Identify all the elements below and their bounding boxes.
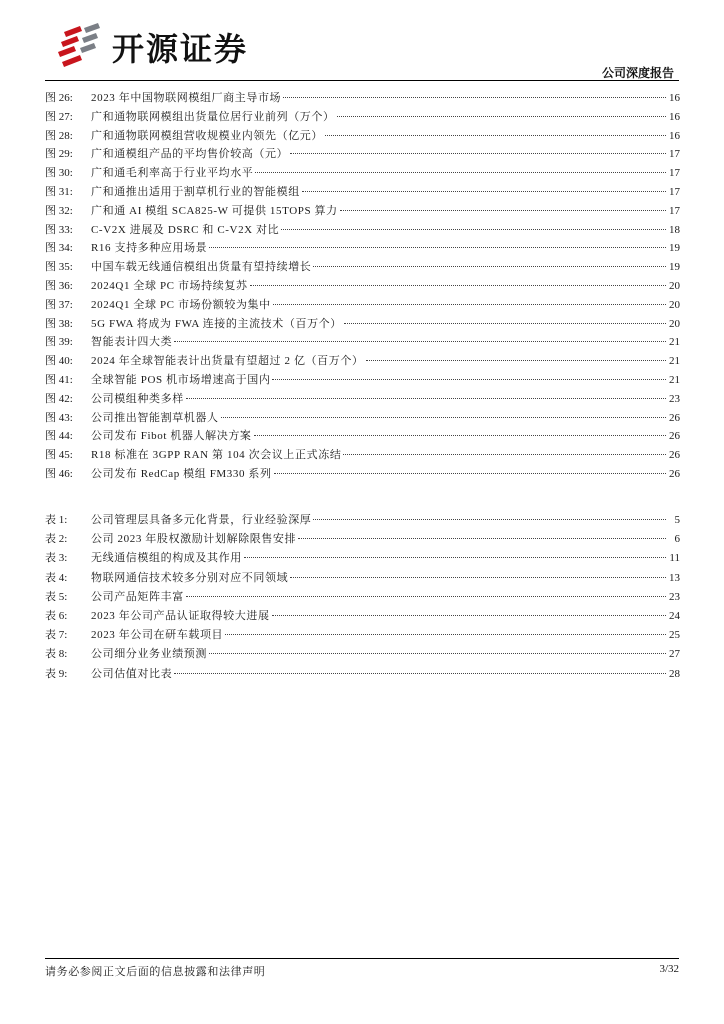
toc-entry-title: 公司估值对比表	[91, 667, 173, 680]
dot-leader	[344, 323, 666, 324]
toc-entry-label: 表 8:	[45, 648, 68, 661]
toc-entry-title: 物联网通信技术较多分别对应不同领域	[91, 571, 289, 584]
table-toc-entry[interactable]	[45, 569, 680, 588]
toc-entry-title: 2023 年中国物联网模组厂商主导市场	[91, 92, 282, 104]
dot-leader	[325, 135, 666, 136]
toc-entry-label: 图 35:	[45, 261, 73, 274]
toc-entry-page: 25	[669, 629, 680, 642]
figure-toc-entry[interactable]	[45, 427, 680, 446]
toc-entry-title: 公司发布 RedCap 模组 FM330 系列	[91, 467, 272, 480]
toc-entry-page: 19	[669, 261, 680, 274]
figure-toc-entry[interactable]	[45, 315, 680, 334]
toc-entry-title: 广和通推出适用于割草机行业的智能模组	[91, 185, 300, 198]
dot-leader	[250, 285, 666, 286]
figure-toc-entry[interactable]	[45, 164, 680, 183]
toc-entry-title: 公司发布 Fibot 机器人解决方案	[91, 430, 252, 443]
toc-entry-page: 6	[674, 533, 680, 546]
toc-entry-label: 图 44:	[45, 430, 73, 443]
dot-leader	[272, 615, 666, 616]
toc-entry-page: 27	[669, 648, 680, 661]
dot-leader	[283, 97, 666, 98]
toc-entry-page: 23	[669, 590, 680, 603]
figure-toc-entry[interactable]	[45, 371, 680, 390]
dot-leader	[174, 673, 666, 674]
toc-entry-label: 表 7:	[45, 629, 68, 642]
toc-entry-title: 公司管理层具备多元化背景，行业经验深厚	[91, 514, 312, 526]
toc-entry-label: 图 33:	[45, 223, 73, 236]
toc-entry-label: 表 2:	[45, 533, 68, 546]
toc-entry-page: 17	[669, 185, 680, 198]
table-list	[45, 511, 680, 684]
toc-entry-title: 公司 2023 年股权激励计划解除限售安排	[91, 533, 297, 546]
kaiyuan-logo-icon	[58, 22, 108, 68]
dot-leader	[290, 577, 666, 578]
dot-leader	[186, 596, 666, 597]
toc-entry-title: C-V2X 进展及 DSRC 和 C-V2X 对比	[91, 223, 280, 236]
report-type-label: 公司深度报告	[601, 66, 674, 80]
footer-disclaimer: 请务必参阅正文后面的信息披露和法律声明	[45, 965, 266, 978]
toc-entry-title: 广和通物联网模组出货量位居行业前列（万个）	[91, 110, 335, 123]
table-toc-entry[interactable]	[45, 549, 680, 568]
dot-leader	[313, 519, 666, 520]
toc-entry-title: 2023 年公司在研车载项目	[91, 629, 224, 642]
dot-leader	[221, 417, 666, 418]
toc-entry-title: 广和通模组产品的平均售价较高（元）	[91, 148, 289, 161]
dot-leader	[298, 538, 666, 539]
figure-toc-entry[interactable]	[45, 145, 680, 164]
toc-entry-title: 公司模组种类多样	[91, 392, 184, 405]
page-number: 3/32	[659, 963, 679, 975]
toc-entry-label: 图 36:	[45, 279, 73, 292]
toc-entry-page: 21	[669, 373, 680, 386]
toc-entry-page: 11	[669, 552, 680, 565]
toc-entry-label: 表 1:	[45, 514, 68, 526]
dot-leader	[209, 247, 666, 248]
figure-toc-entry[interactable]	[45, 239, 680, 258]
toc-entry-page: 13	[669, 571, 680, 584]
toc-entry-label: 图 43:	[45, 411, 73, 424]
toc-entry-page: 16	[669, 129, 680, 142]
toc-entry-label: 图 45:	[45, 449, 73, 462]
toc-entry-label: 表 3:	[45, 552, 68, 565]
dot-leader	[272, 379, 666, 380]
figure-toc-entry[interactable]	[45, 183, 680, 202]
figure-toc-entry[interactable]	[45, 202, 680, 221]
toc-entry-label: 图 28:	[45, 129, 73, 142]
company-logo	[58, 22, 278, 68]
toc-entry-label: 图 26:	[45, 92, 73, 104]
toc-entry-page: 16	[669, 92, 680, 104]
toc-entry-page: 24	[669, 609, 680, 622]
dot-leader	[273, 304, 666, 305]
toc-entry-page: 18	[669, 223, 680, 236]
figure-toc-entry[interactable]	[45, 390, 680, 409]
table-toc-entry[interactable]	[45, 588, 680, 607]
dot-leader	[302, 191, 666, 192]
table-toc-entry[interactable]	[45, 530, 680, 549]
toc-entry-title: 公司产品矩阵丰富	[91, 590, 184, 603]
toc-entry-label: 图 30:	[45, 167, 73, 180]
toc-entry-label: 表 6:	[45, 609, 68, 622]
page-header	[0, 0, 724, 82]
toc-entry-label: 图 29:	[45, 148, 73, 161]
dot-leader	[366, 360, 666, 361]
toc-entry-title: 广和通 AI 模组 SCA825-W 可提供 15TOPS 算力	[91, 204, 338, 217]
toc-entry-page: 21	[669, 355, 680, 368]
footer-divider	[45, 958, 679, 959]
logo-wordmark: 开源证券	[112, 30, 249, 68]
toc-entry-page: 23	[669, 392, 680, 405]
figure-toc-entry[interactable]	[45, 333, 680, 352]
toc-entry-label: 表 5:	[45, 590, 68, 603]
dot-leader	[254, 435, 666, 436]
toc-entry-title: 2024Q1 全球 PC 市场份额较为集中	[91, 298, 271, 311]
toc-entry-title: 2024Q1 全球 PC 市场持续复苏	[91, 279, 248, 292]
toc-entry-label: 图 46:	[45, 467, 73, 480]
figure-toc-entry[interactable]	[45, 409, 680, 428]
figure-toc-entry[interactable]	[45, 296, 680, 315]
dot-leader	[343, 454, 666, 455]
dot-leader	[225, 634, 666, 635]
dot-leader	[255, 172, 666, 173]
toc-entry-label: 表 4:	[45, 571, 68, 584]
toc-entry-page: 20	[669, 279, 680, 292]
dot-leader	[337, 116, 666, 117]
figure-toc-entry[interactable]	[45, 108, 680, 127]
toc-entry-label: 图 41:	[45, 373, 73, 386]
table-toc-entry[interactable]	[45, 626, 680, 645]
toc-entry-label: 图 31:	[45, 185, 73, 198]
toc-entry-label: 图 34:	[45, 242, 73, 255]
dot-leader	[186, 398, 666, 399]
toc-entry-page: 26	[669, 449, 680, 462]
dot-leader	[313, 266, 666, 267]
toc-entry-title: R18 标准在 3GPP RAN 第 104 次会议上正式冻结	[91, 449, 342, 462]
toc-entry-page: 19	[669, 242, 680, 255]
table-toc-entry[interactable]	[45, 645, 680, 664]
toc-entry-page: 5	[674, 514, 680, 526]
table-toc-entry[interactable]	[45, 607, 680, 626]
figure-list	[45, 89, 680, 484]
dot-leader	[174, 341, 666, 342]
toc-entry-title: 无线通信模组的构成及其作用	[91, 552, 242, 565]
toc-entry-page: 20	[669, 317, 680, 330]
toc-entry-title: 广和通物联网模组营收规模业内领先（亿元）	[91, 129, 323, 142]
toc-entry-label: 表 9:	[45, 667, 68, 680]
figure-toc-entry[interactable]	[45, 127, 680, 146]
toc-entry-page: 21	[669, 336, 680, 349]
toc-entry-title: 全球智能 POS 机市场增速高于国内	[91, 373, 271, 386]
toc-entry-title: 公司推出智能割草机器人	[91, 411, 219, 424]
toc-entry-title: 5G FWA 将成为 FWA 连接的主流技术（百万个）	[91, 317, 342, 330]
toc-entry-page: 17	[669, 148, 680, 161]
dot-leader	[244, 557, 666, 558]
figure-toc-entry[interactable]	[45, 352, 680, 371]
figure-toc-entry[interactable]	[45, 277, 680, 296]
toc-entry-page: 17	[669, 167, 680, 180]
figure-toc-entry[interactable]	[45, 221, 680, 240]
toc-entry-label: 图 40:	[45, 355, 73, 368]
toc-entry-label: 图 27:	[45, 110, 73, 123]
figure-toc-entry[interactable]	[45, 446, 680, 465]
dot-leader	[274, 473, 666, 474]
toc-entry-label: 图 38:	[45, 317, 73, 330]
header-divider	[45, 80, 679, 81]
figure-toc-entry[interactable]	[45, 465, 680, 484]
dot-leader	[281, 229, 666, 230]
toc-entry-page: 26	[669, 430, 680, 443]
toc-entry-label: 图 32:	[45, 204, 73, 217]
table-toc-entry[interactable]	[45, 511, 680, 530]
toc-entry-title: 中国车载无线通信模组出货量有望持续增长	[91, 261, 312, 274]
figure-toc-entry[interactable]	[45, 89, 680, 108]
figure-toc-entry[interactable]	[45, 258, 680, 277]
toc-entry-title: 2023 年公司产品认证取得较大进展	[91, 609, 270, 622]
toc-entry-title: 公司细分业务业绩预测	[91, 648, 207, 661]
toc-entry-title: R16 支持多种应用场景	[91, 242, 208, 255]
toc-entry-page: 26	[669, 467, 680, 480]
toc-entry-page: 17	[669, 204, 680, 217]
toc-entry-title: 广和通毛利率高于行业平均水平	[91, 167, 254, 180]
toc-entry-title: 2024 年全球智能表计出货量有望超过 2 亿（百万个）	[91, 355, 364, 368]
toc-entry-label: 图 37:	[45, 298, 73, 311]
toc-entry-page: 26	[669, 411, 680, 424]
toc-entry-label: 图 42:	[45, 392, 73, 405]
toc-entry-page: 28	[669, 667, 680, 680]
toc-entry-label: 图 39:	[45, 336, 73, 349]
dot-leader	[290, 153, 666, 154]
table-toc-entry[interactable]	[45, 665, 680, 684]
dot-leader	[209, 653, 666, 654]
toc-entry-page: 16	[669, 110, 680, 123]
toc-entry-title: 智能表计四大类	[91, 336, 173, 349]
toc-entry-page: 20	[669, 298, 680, 311]
dot-leader	[340, 210, 666, 211]
